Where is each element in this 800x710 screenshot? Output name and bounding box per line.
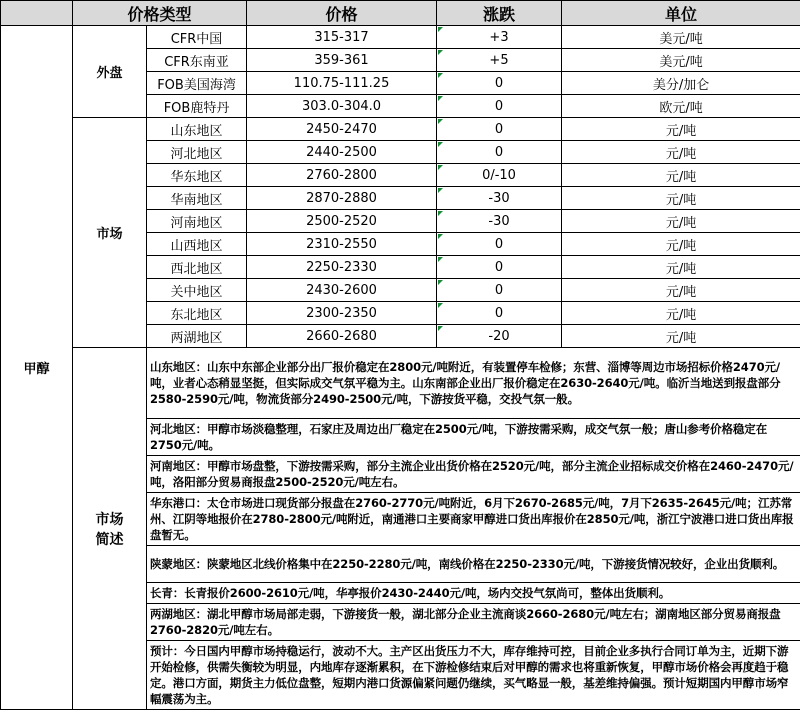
row-unit: 元/吨: [562, 279, 800, 302]
group-market: 市场: [73, 118, 147, 348]
row-change: 0: [437, 141, 562, 164]
row-name: 华东地区: [147, 164, 247, 187]
row-price: 2430-2600: [247, 279, 437, 302]
header-unit: 单位: [562, 1, 800, 26]
row-change: 0: [437, 302, 562, 325]
row-name: 河南地区: [147, 210, 247, 233]
row-name: 东北地区: [147, 302, 247, 325]
row-unit: 元/吨: [562, 233, 800, 256]
row-unit: 元/吨: [562, 256, 800, 279]
row-name: 山西地区: [147, 233, 247, 256]
group-summary-label: 市场 简述: [73, 509, 146, 549]
row-price: 2870-2880: [247, 187, 437, 210]
row-change: 0: [437, 118, 562, 141]
header-price: 价格: [247, 1, 437, 26]
row-unit: 元/吨: [562, 302, 800, 325]
row-price: 2760-2800: [247, 164, 437, 187]
row-change: 0/-10: [437, 164, 562, 187]
row-price: 2660-2680: [247, 325, 437, 348]
row-price: 2250-2330: [247, 256, 437, 279]
row-unit: 元/吨: [562, 325, 800, 348]
row-unit: 元/吨: [562, 164, 800, 187]
product-label: 甲醇: [1, 26, 73, 710]
row-change: 0: [437, 95, 562, 118]
row-price: 2500-2520: [247, 210, 437, 233]
row-name: 华南地区: [147, 187, 247, 210]
summary-shaanmeng: 陕蒙地区：陕蒙地区北线价格集中在2250-2280元/吨，南线价格在2250-2330元/吨，下游接货情况较好，企业出货顺利。: [147, 546, 800, 583]
summary-row: [1, 348, 800, 419]
row-unit: 欧元/吨: [562, 95, 800, 118]
row-unit: 元/吨: [562, 141, 800, 164]
row-change: 0: [437, 233, 562, 256]
row-change: -30: [437, 187, 562, 210]
row-name: 西北地区: [147, 256, 247, 279]
row-name: 关中地区: [147, 279, 247, 302]
row-unit: 美元/吨: [562, 49, 800, 72]
row-name: FOB鹿特丹: [147, 95, 247, 118]
row-unit: 元/吨: [562, 187, 800, 210]
row-price: 2300-2350: [247, 302, 437, 325]
row-price: 315-317: [247, 26, 437, 49]
row-name: CFR东南亚: [147, 49, 247, 72]
row-change: +5: [437, 49, 562, 72]
summary-hebei: 河北地区：甲醇市场淡稳整理，石家庄及周边出厂稳定在2500元/吨，下游按需采购，成交气氛一般；唐山参考价格稳定在2750元/吨。: [147, 419, 800, 456]
row-price: 359-361: [247, 49, 437, 72]
row-change: +3: [437, 26, 562, 49]
row-unit: 元/吨: [562, 118, 800, 141]
header-price-type: 价格类型: [73, 1, 247, 26]
row-change: 0: [437, 279, 562, 302]
row-change: -30: [437, 210, 562, 233]
row-price: 303.0-304.0: [247, 95, 437, 118]
row-unit: 美元/吨: [562, 26, 800, 49]
row-unit: 元/吨: [562, 210, 800, 233]
header-change: 涨跌: [437, 1, 562, 26]
row-price: 2440-2500: [247, 141, 437, 164]
row-name: 两湖地区: [147, 325, 247, 348]
row-name: 河北地区: [147, 141, 247, 164]
market-row: [1, 118, 800, 141]
row-price: 2310-2550: [247, 233, 437, 256]
summary-shandong: 山东地区：山东中东部企业部分出厂报价稳定在2800元/吨附近，有装置停车检修；东营、淄博等周边市场招标价格2470元/吨，业者心态稍显坚挺，但实际成交气氛平稳为主。山东南部企业出厂报价稳定在2630-2640元/吨。临沂当地送到报盘部分2580-2590元/吨，物流货部分2490-2500元/吨，下游按货平稳，交投气氛一般。: [147, 348, 800, 419]
row-name: FOB美国海湾: [147, 72, 247, 95]
row-name: 山东地区: [147, 118, 247, 141]
row-change: 0: [437, 256, 562, 279]
row-price: 110.75-111.25: [247, 72, 437, 95]
outer-row: [1, 26, 800, 49]
row-change: 0: [437, 72, 562, 95]
row-price: 2450-2470: [247, 118, 437, 141]
row-unit: 美分/加仑: [562, 72, 800, 95]
summary-changqing: 长青：长青报价2600-2610元/吨，华亭报价2430-2440元/吨，场内交投气氛尚可，整体出货顺利。: [147, 583, 800, 604]
summary-henan: 河南地区：甲醇市场盘整，下游按需采购，部分主流企业出货价格在2520元/吨，部分主流企业招标成交价格在2460-2470元/吨，洛阳部分贸易商报盘2500-2520元/吨左右。: [147, 456, 800, 493]
summary-east-port: 华东港口：太仓市场进口现货部分报盘在2760-2770元/吨附近，6月下2670-2685元/吨，7月下2635-2645元/吨；江苏常州、江阴等地报价在2780-2800元/吨附近，南通港口主要商家甲醇进口货出库报价在2850元/吨，浙江宁波港口进口货出库报盘暂无。: [147, 493, 800, 546]
header-row: [1, 1, 800, 26]
group-outer: 外盘: [73, 26, 147, 118]
row-name: CFR中国: [147, 26, 247, 49]
summary-forecast: 预计：今日国内甲醇市场持稳运行，波动不大。主产区出货压力不大，库存维持可控，目前企业多执行合同订单为主，近期下游开始检修，供需失衡较为明显，内地库存逐渐累积，在下游检修结束后对甲醇的需求也将重新恢复，甲醇市场价格会再度趋于稳定。港口方面，期货主力低位盘整，短期内港口货源偏紧问题仍继续，买气略显一般，基差维持偏强。预计短期国内甲醇市场窄幅震荡为主。: [147, 641, 800, 710]
group-summary: [73, 348, 147, 710]
header-blank: [1, 1, 73, 26]
summary-lianghu: 两湖地区：湖北甲醇市场局部走弱，下游接货一般，湖北部分企业主流商谈2660-2680元/吨左右；湖南地区部分贸易商报盘2760-2820元/吨左右。: [147, 604, 800, 641]
row-change: -20: [437, 325, 562, 348]
